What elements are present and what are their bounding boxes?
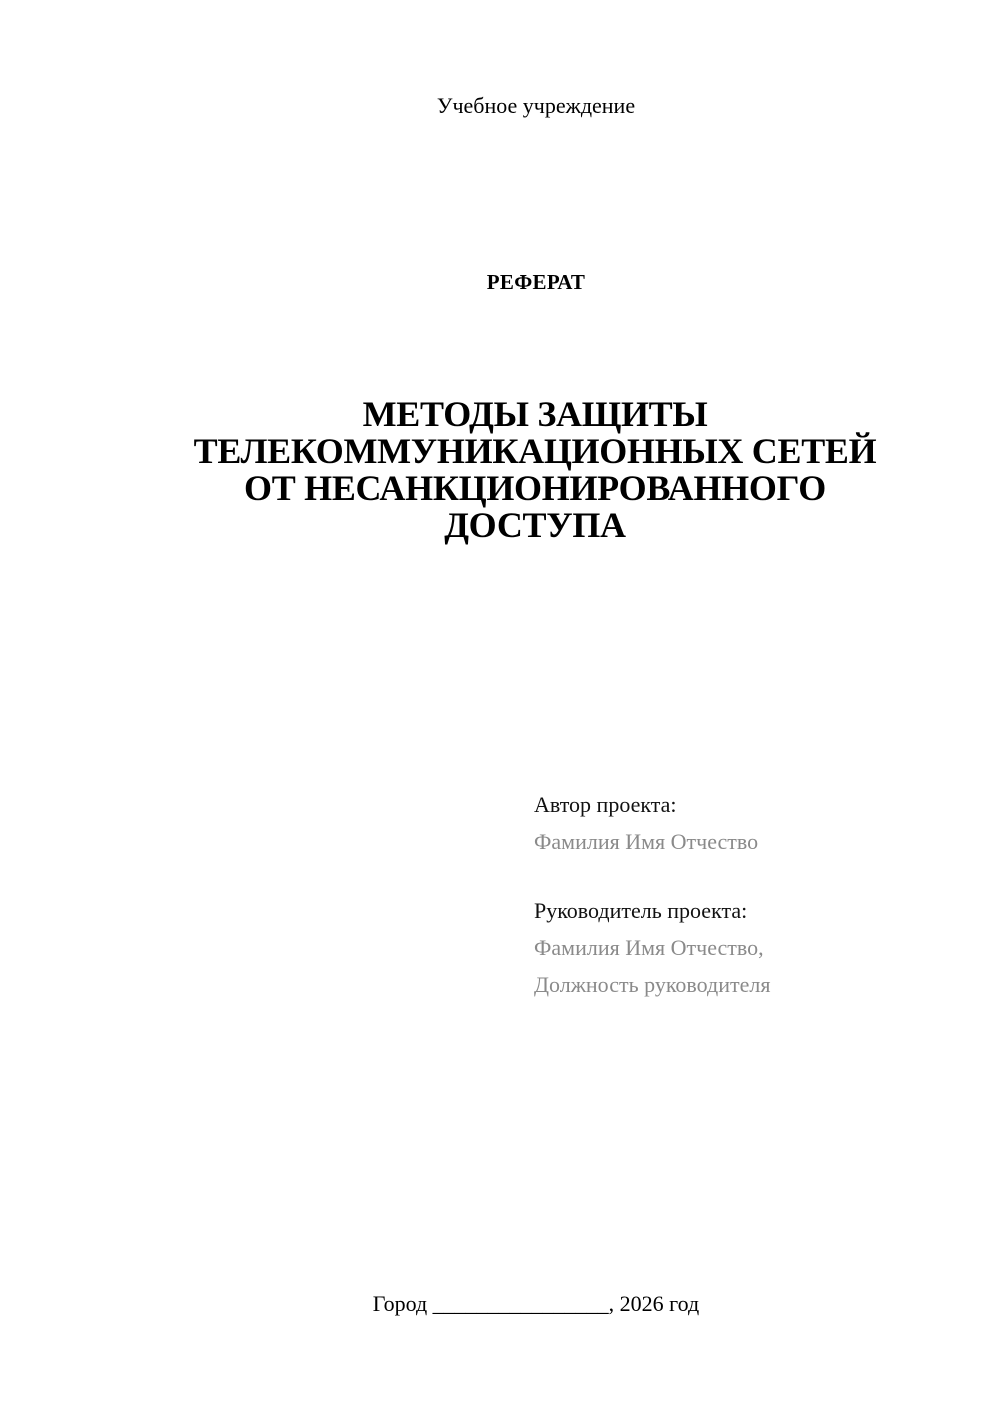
title-line: ОТ НЕСАНКЦИОНИРОВАННОГО bbox=[244, 468, 826, 508]
title-line: ТЕЛЕКОММУНИКАЦИОННЫХ СЕТЕЙ bbox=[193, 431, 877, 471]
supervisor-label: Руководитель проекта: bbox=[534, 898, 748, 923]
document-title bbox=[150, 396, 920, 544]
author-name: Фамилия Имя Отчество bbox=[534, 829, 759, 854]
city-year-line: Город ________________, 2026 год bbox=[372, 1291, 700, 1316]
author-label: Автор проекта: bbox=[534, 792, 677, 817]
supervisor-name: Фамилия Имя Отчество, bbox=[534, 935, 764, 960]
institution-name: Учебное учреждение bbox=[436, 93, 636, 118]
title-line: ДОСТУПА bbox=[444, 505, 626, 545]
document-type: РЕФЕРАТ bbox=[486, 270, 586, 294]
authors-spacer bbox=[534, 860, 974, 892]
title-line: МЕТОДЫ ЗАЩИТЫ bbox=[362, 394, 708, 434]
authors-block bbox=[534, 786, 974, 1003]
supervisor-position: Должность руководителя bbox=[534, 972, 771, 997]
